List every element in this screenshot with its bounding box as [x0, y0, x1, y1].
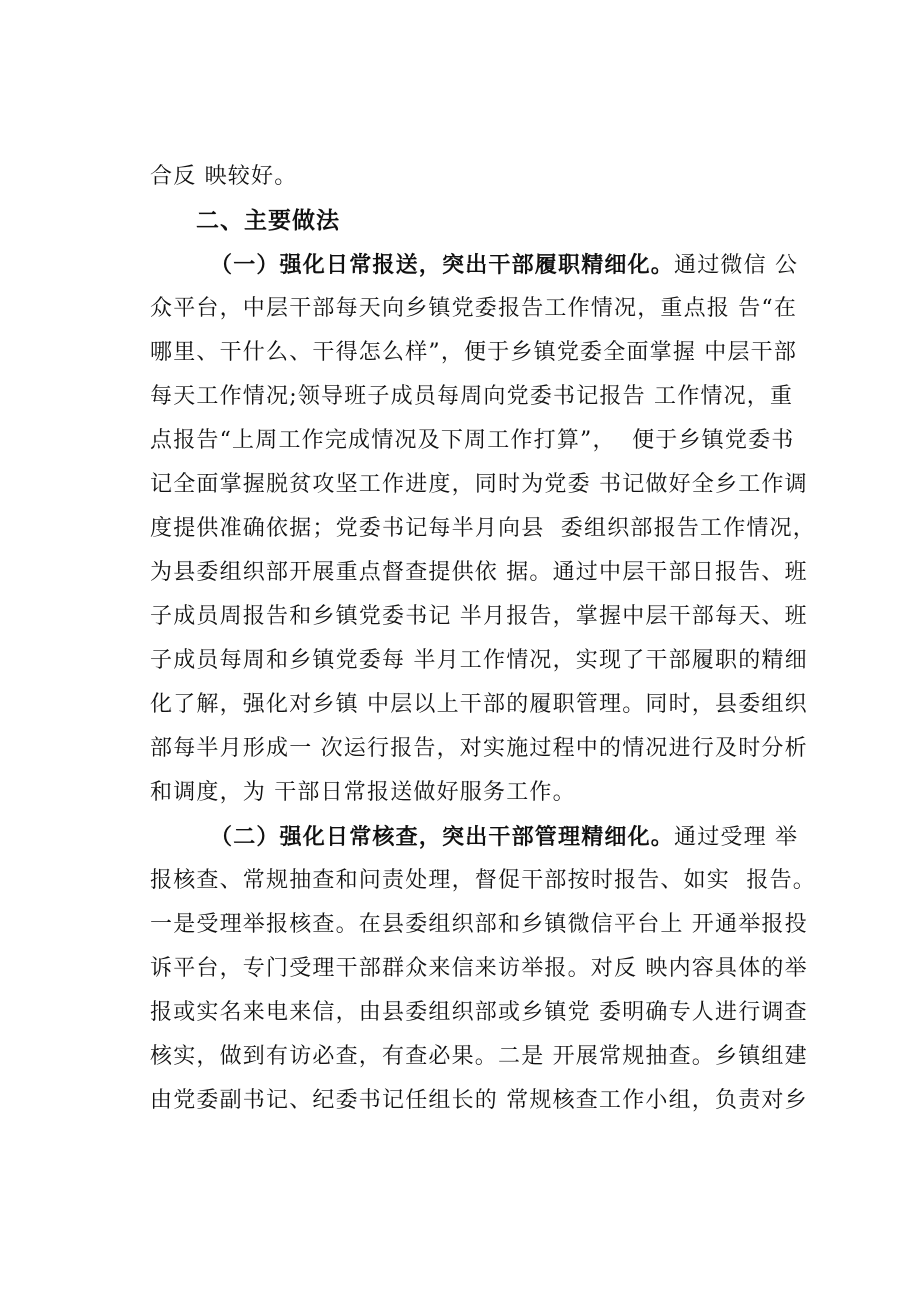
para1-first-rest: 通过微信 公 — [674, 253, 799, 278]
para2-line: 诉平台，专门受理干部群众来信来访举报。对反 映内容具体的举 — [150, 956, 808, 981]
para2-line: 报核查、常规抽查和问责处理，督促干部按时报告、如实 报告。 — [150, 868, 816, 893]
para2-first-rest: 通过受理 举 — [674, 825, 799, 850]
para2-line: 报或实名来电来信，由县委组织部或乡镇党 委明确专人进行调查 — [150, 1000, 808, 1025]
para1-line: 度提供准确依据；党委书记每半月向县 委组织部报告工作情况， — [150, 516, 816, 541]
para2-lead: （二）强化日常核查，突出干部管理精细化。 — [210, 824, 675, 850]
para1-line: 每天工作情况;领导班子成员每周向党委书记报告 工作情况，重 — [150, 384, 794, 409]
para2-line: 由党委副书记、纪委书记任组长的 常规核查工作小组，负责对乡 — [150, 1088, 808, 1113]
para1-line: 众平台，中层干部每天向乡镇党委报告工作情况，重点报 告“在 — [150, 296, 798, 321]
intro-line: 合反 映较好。 — [150, 164, 298, 189]
para1-line: 为县委组织部开展重点督查提供依 据。通过中层干部日报告、班 — [150, 560, 808, 585]
para2-line: 一是受理举报核查。在县委组织部和乡镇微信平台上 开通举报投 — [150, 912, 808, 937]
para1-line: 子成员周报告和乡镇党委书记 半月报告，掌握中层干部每天、班 — [150, 604, 808, 629]
para2-line: 核实，做到有访必查，有查必果。二是 开展常规抽查。乡镇组建 — [150, 1044, 808, 1069]
para1-line: 化了解，强化对乡镇 中层以上干部的履职管理。同时，县委组织 — [150, 692, 808, 717]
section-heading: 二、主要做法 — [196, 207, 340, 234]
para1-line: 子成员每周和乡镇党委每 半月工作情况，实现了干部履职的精细 — [150, 648, 808, 673]
para1-line: 部每半月形成一 次运行报告，对实施过程中的情况进行及时分析 — [150, 736, 808, 761]
para1-line: 和调度，为 干部日常报送做好服务工作。 — [150, 780, 576, 805]
para1-lead: （一）强化日常报送，突出干部履职精细化。 — [210, 252, 675, 278]
para1-line: 记全面掌握脱贫攻坚工作进度，同时为党委 书记做好全乡工作调 — [150, 472, 808, 497]
para1-line: 点报告“上周工作完成情况及下周工作打算”， 便于乡镇党委书 — [150, 428, 795, 453]
para1-first-line — [210, 250, 798, 281]
para2-first-line — [210, 822, 798, 853]
para1-line: 哪里、干什么、干得怎么样”，便于乡镇党委全面掌握 中层干部 — [150, 340, 798, 365]
